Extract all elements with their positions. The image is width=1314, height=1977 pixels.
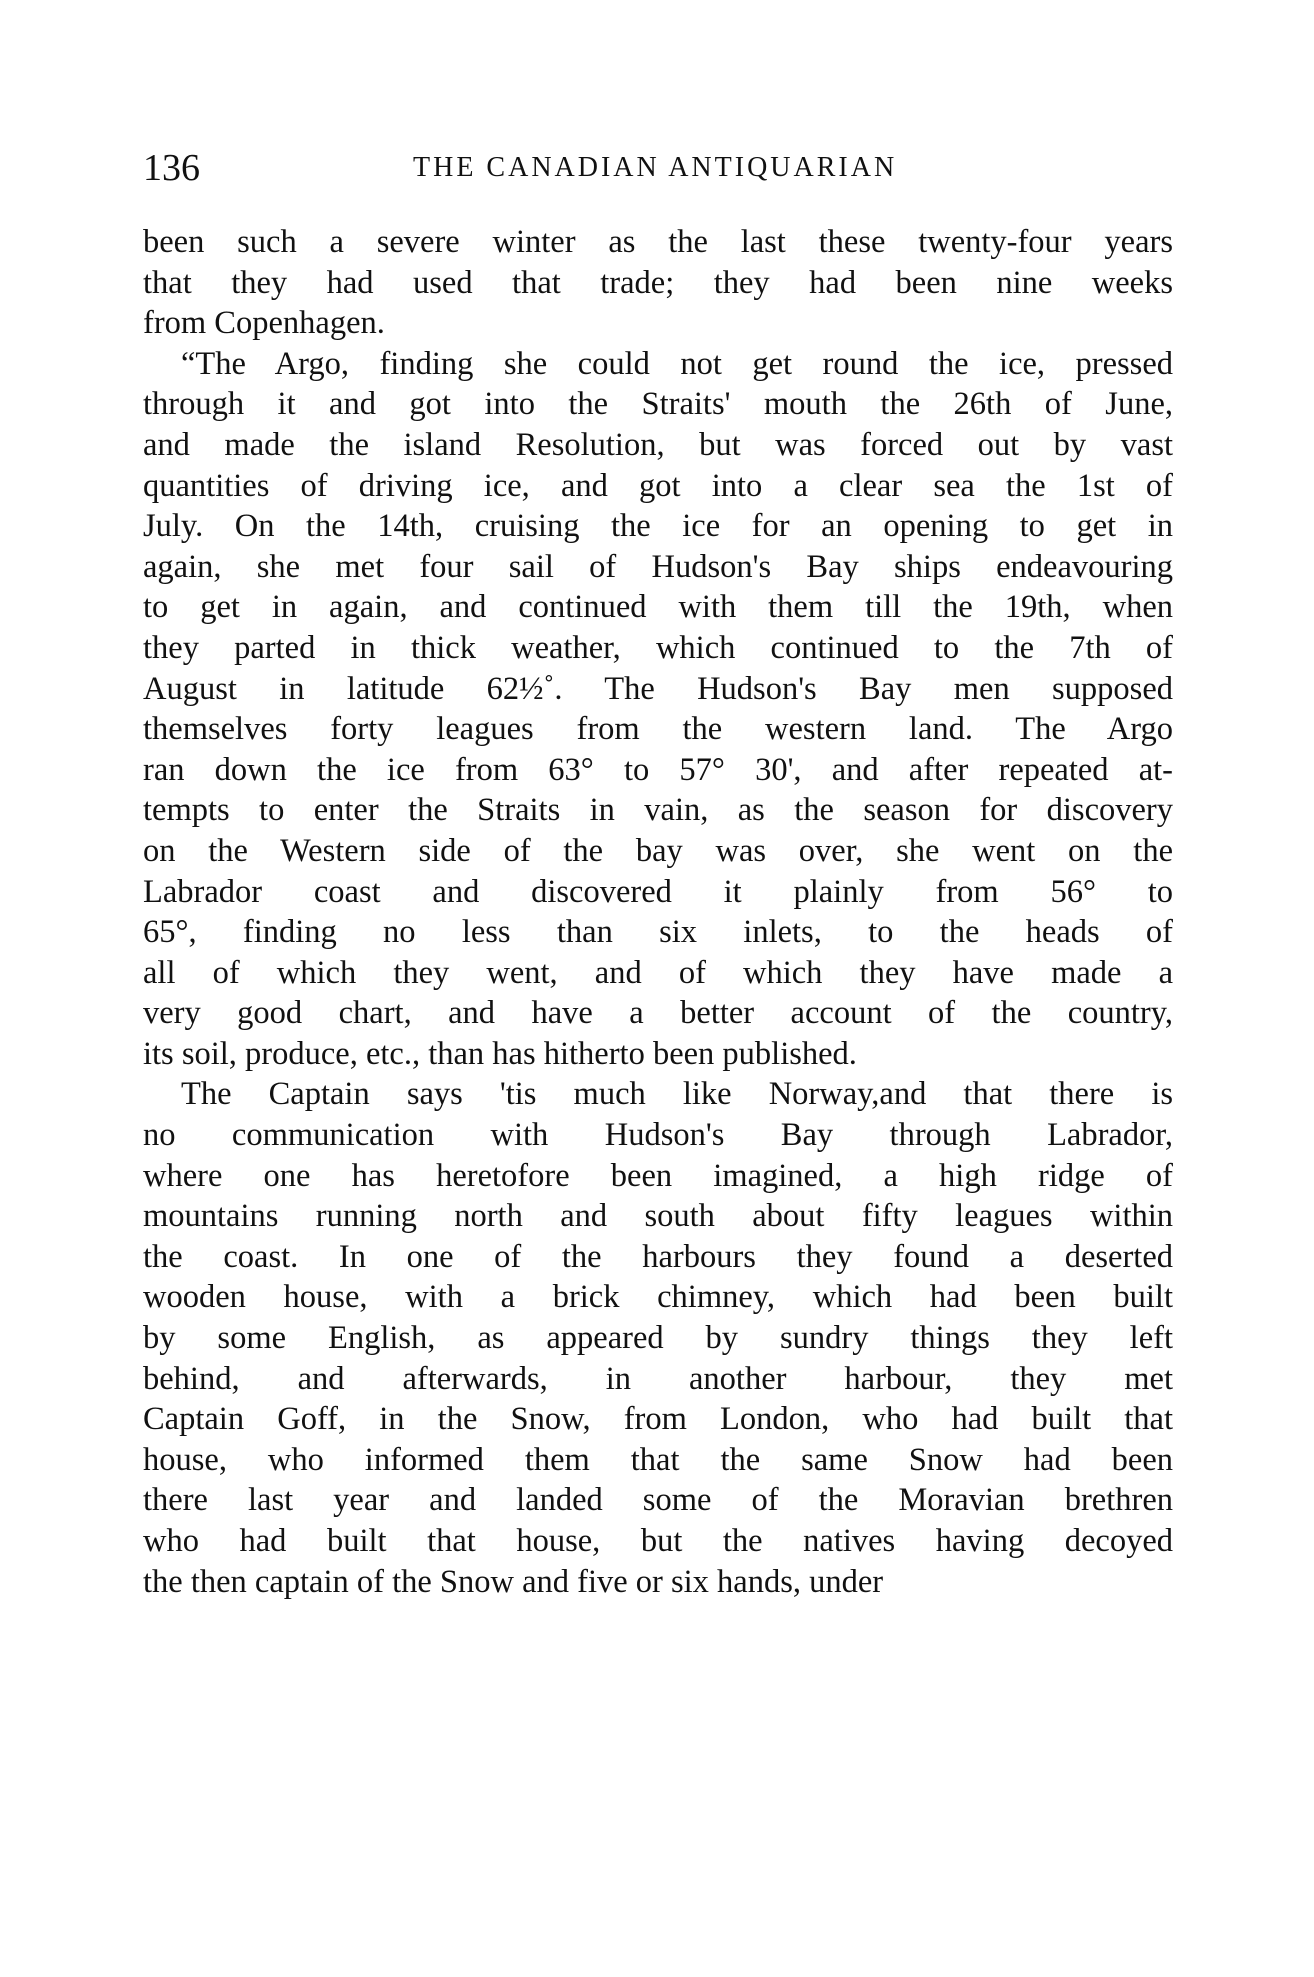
text-line: the then captain of the Snow and five or six hands, under [143,1563,884,1600]
text-line: ran down the ice from 63° to 57° 30', and after repeated at- [143,751,1173,788]
text-line: on the Western side of the bay was over, she went on the [143,832,1173,869]
text-line: themselves forty leagues from the western land. The Argo [143,711,1173,748]
text-line: wooden house, with a brick chimney, which had been built [143,1279,1173,1316]
text-line: “The Argo, finding she could not get round the ice, pressed [181,345,1173,382]
text-line: they parted in thick weather, which continued to the 7th of [143,629,1173,666]
text-line: very good chart, and have a better account of the country, [143,995,1173,1032]
text-line: mountains running north and south about fifty leagues within [143,1198,1173,1235]
text-line: where one has heretofore been imagined, a high ridge of [143,1157,1173,1194]
text-line: been such a severe winter as the last these twenty-four years [143,224,1173,260]
text-line: 65°, finding no less than six inlets, to the heads of [143,914,1173,951]
text-line: August in latitude 62½˚. The Hudson's Bay men supposed [143,670,1173,707]
text-line: from Copenhagen. [143,305,385,342]
text-line: its soil, produce, etc., than has hitherto been published. [143,1035,857,1072]
paragraph [143,1074,1173,1602]
text-line: no communication with Hudson's Bay through Labrador, [143,1117,1173,1154]
running-head [143,143,1173,193]
text-line: to get in again, and continued with them till the 19th, when [143,589,1173,626]
text-line: house, who informed them that the same Snow had been [143,1441,1173,1478]
text-line: quantities of driving ice, and got into a clear sea the 1st of [143,467,1173,504]
text-line: again, she met four sail of Hudson's Bay ships endeavouring [143,548,1173,585]
body-text [143,222,1173,1602]
paragraph [143,222,1173,344]
text-line: Labrador coast and discovered it plainly from 56° to [143,873,1173,910]
text-line: through it and got into the Straits' mouth the 26th of June, [143,386,1173,423]
text-line: by some English, as appeared by sundry things they left [143,1320,1173,1357]
text-line: the coast. In one of the harbours they found a deserted [143,1238,1173,1275]
text-line: tempts to enter the Straits in vain, as the season for discovery [143,792,1173,829]
text-line: Captain Goff, in the Snow, from London, who had built that [143,1401,1173,1438]
text-line: all of which they went, and of which they have made a [143,954,1173,991]
paragraph [143,344,1173,1075]
text-line: and made the island Resolution, but was forced out by vast [143,426,1173,463]
page-number: 136 [143,147,200,189]
text-line: The Captain says 'tis much like Norway,and that there is [181,1076,1173,1113]
text-line: who had built that house, but the natives having decoyed [143,1523,1173,1559]
text-line: there last year and landed some of the Moravian brethren [143,1482,1173,1519]
text-line: July. On the 14th, cruising the ice for an opening to get in [143,508,1173,545]
running-title: THE CANADIAN ANTIQUARIAN [413,152,898,183]
text-line: behind, and afterwards, in another harbour, they met [143,1360,1173,1397]
text-line: that they had used that trade; they had been nine weeks [143,264,1173,301]
